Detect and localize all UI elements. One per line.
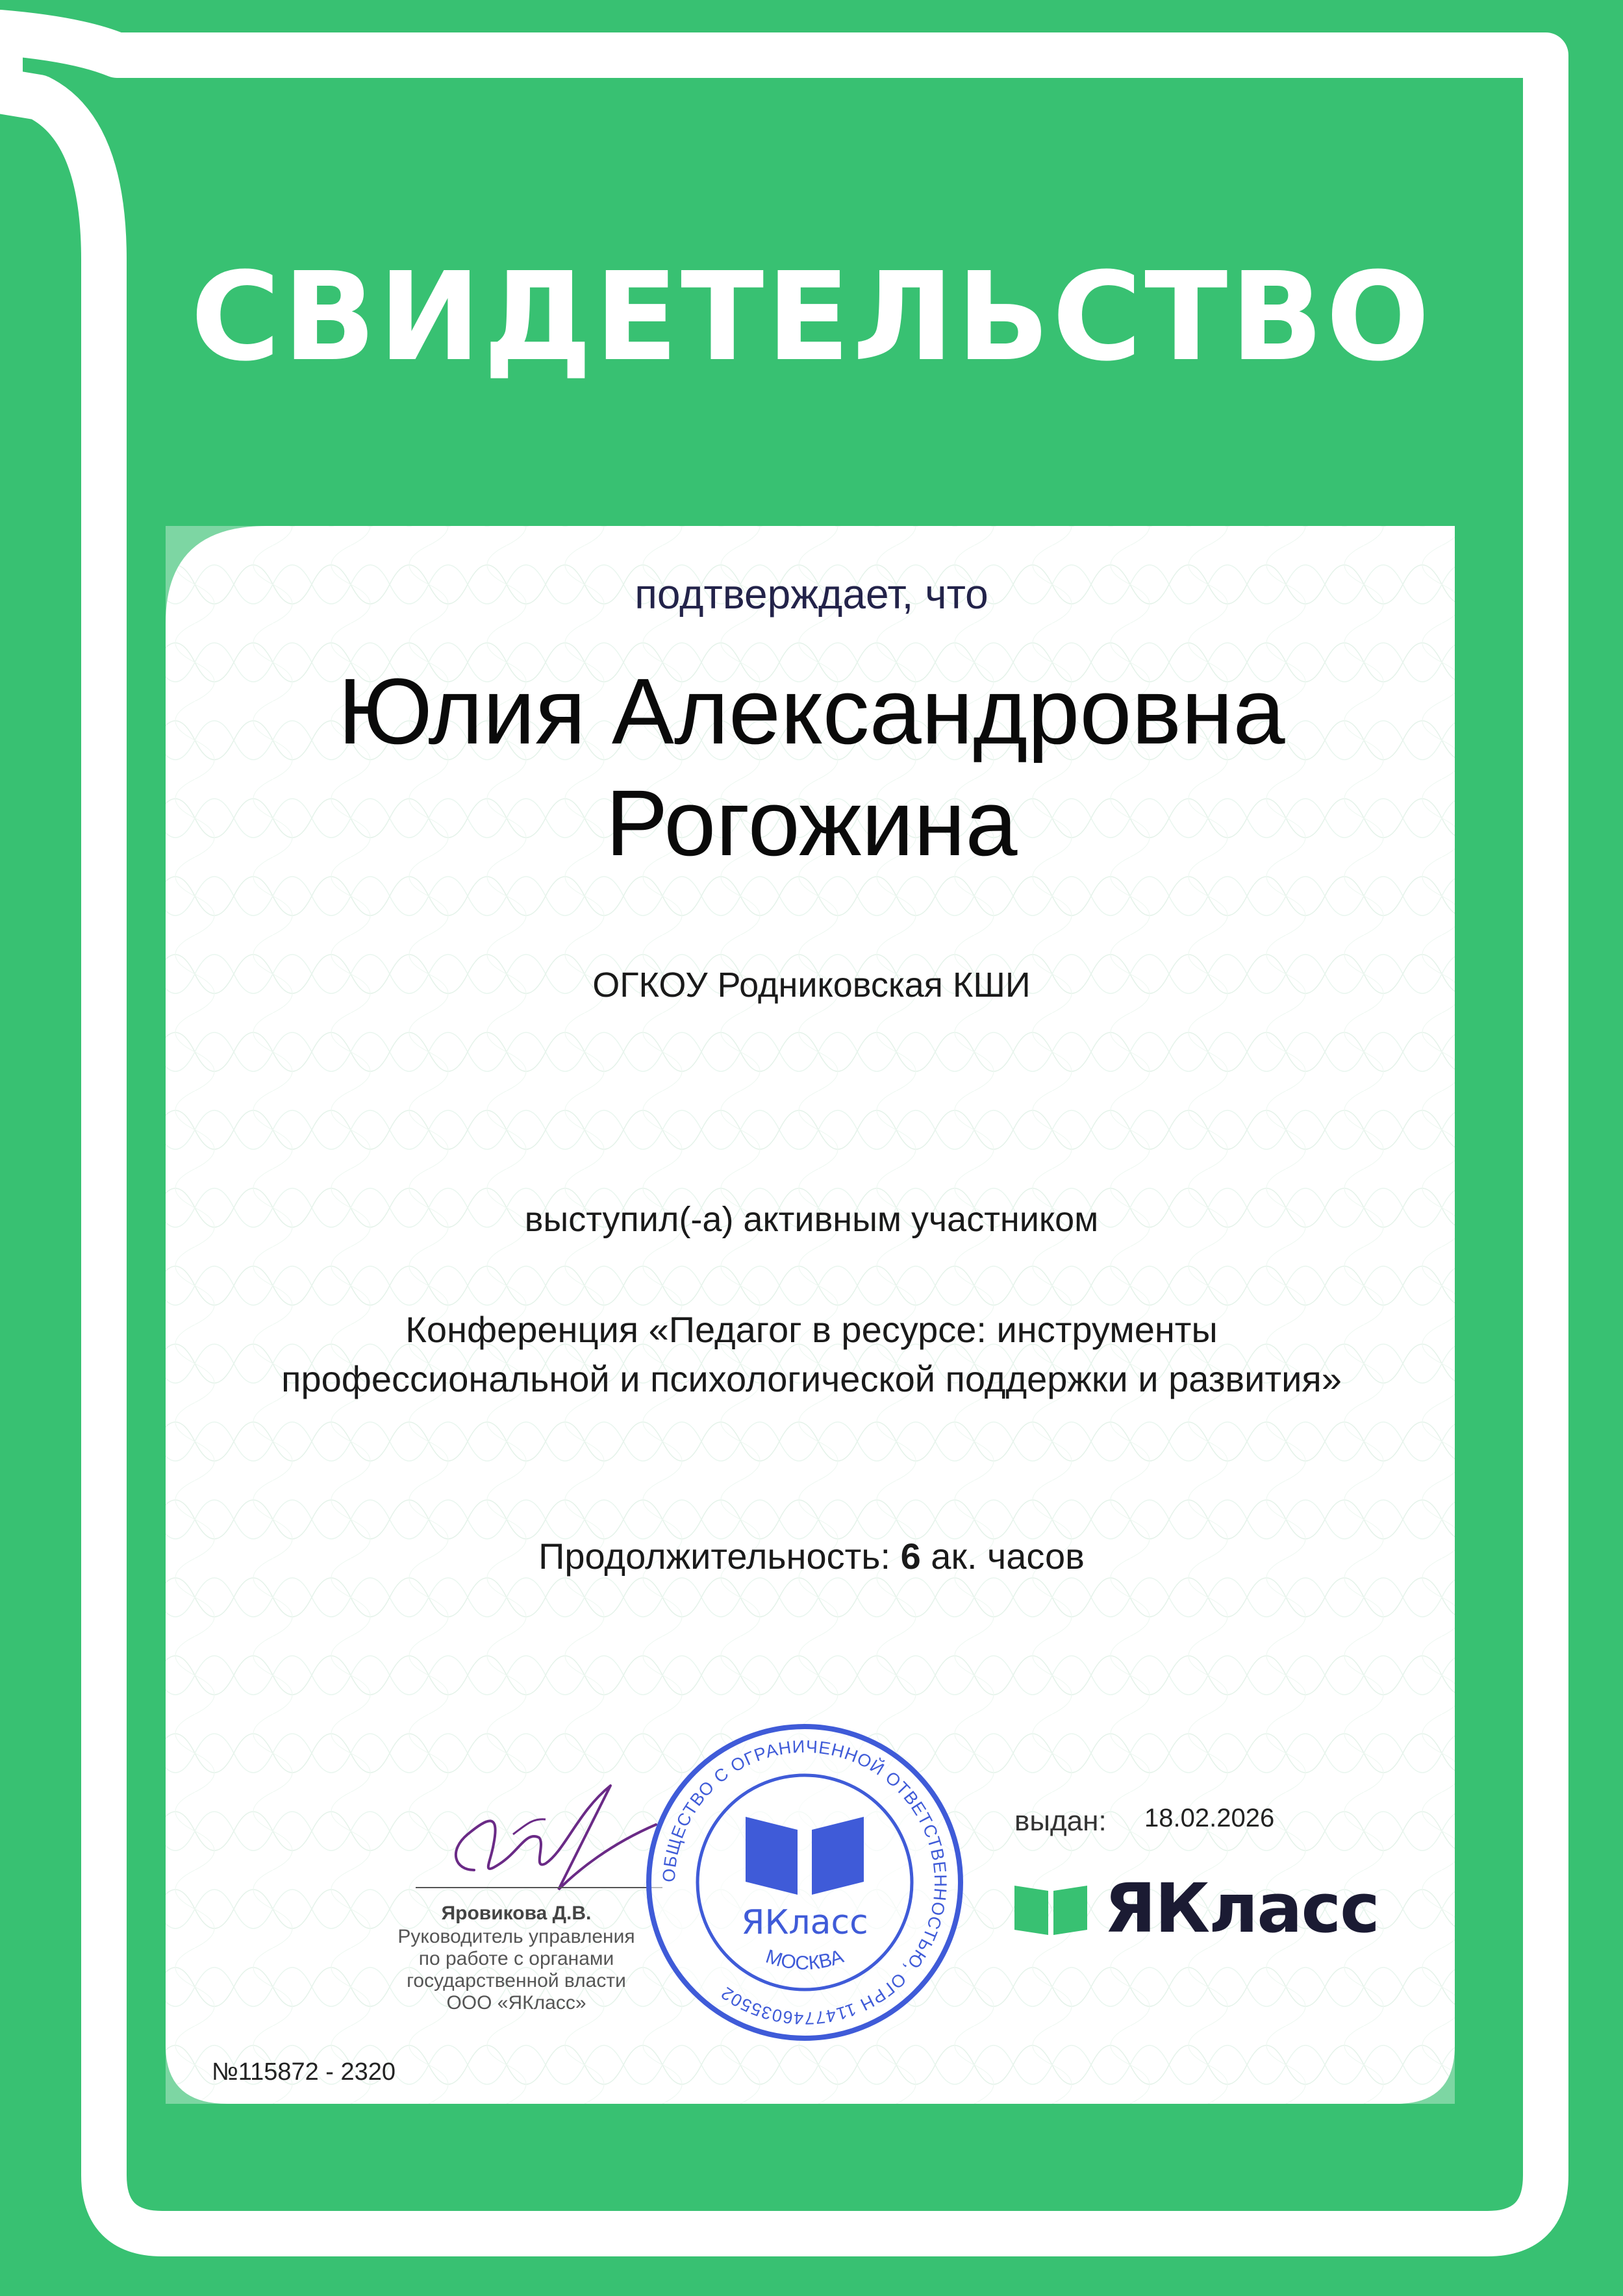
signer-position [364,1926,669,2014]
event-title-line2: профессиональной и психологической поддержки и развития» [281,1358,1342,1399]
stamp-ring-text: ОБЩЕСТВО С ОГРАНИЧЕННОЙ ОТВЕТСТВЕННОСТЬЮ, ОГРН 1147746035502 [659,1736,951,2028]
signer-name: Яровикова Д.В. [441,1903,592,1924]
duration [0,1535,1623,1577]
signer-position-line2: по работе с органами [418,1948,614,1969]
recipient-name [0,656,1623,879]
recipient-name-line2: Рогожина [605,771,1018,875]
issued-label: выдан: [1014,1805,1107,1837]
participation-role: выступил(-а) активным участником [524,1200,1099,1239]
duration-value: 6 [900,1536,921,1577]
certificate-title: СВИДЕТЕЛЬСТВО [190,246,1433,388]
book-logo-icon [1014,1883,1087,1935]
signature [416,1773,662,1903]
stamp-city: МОСКВА [763,1945,846,1975]
certificate-number: №115872 - 2320 [212,2058,396,2086]
event-title-line1: Конференция «Педагог в ресурсе: инструменты [405,1309,1218,1350]
confirms-text: подтверждает, что [635,571,988,618]
issued-date: 18.02.2026 [1144,1804,1275,1832]
duration-unit: ак. часов [931,1536,1085,1577]
duration-label: Продолжительность: [538,1536,891,1577]
organization: ОГКОУ Родниковская КШИ [592,966,1031,1004]
signature-line [416,1887,662,1888]
recipient-name-line1: Юлия Александровна [338,659,1285,764]
company-stamp [642,1719,968,2045]
signer-position-line4: ООО «ЯКласс» [446,1992,586,2014]
brand-logo-text: ЯКласс [1104,1869,1379,1948]
signer-position-line3: государственной власти [407,1970,626,1991]
event-title [0,1305,1623,1404]
stamp-brand: ЯКласс [741,1903,868,1942]
signer-position-line1: Руководитель управления [397,1926,635,1947]
